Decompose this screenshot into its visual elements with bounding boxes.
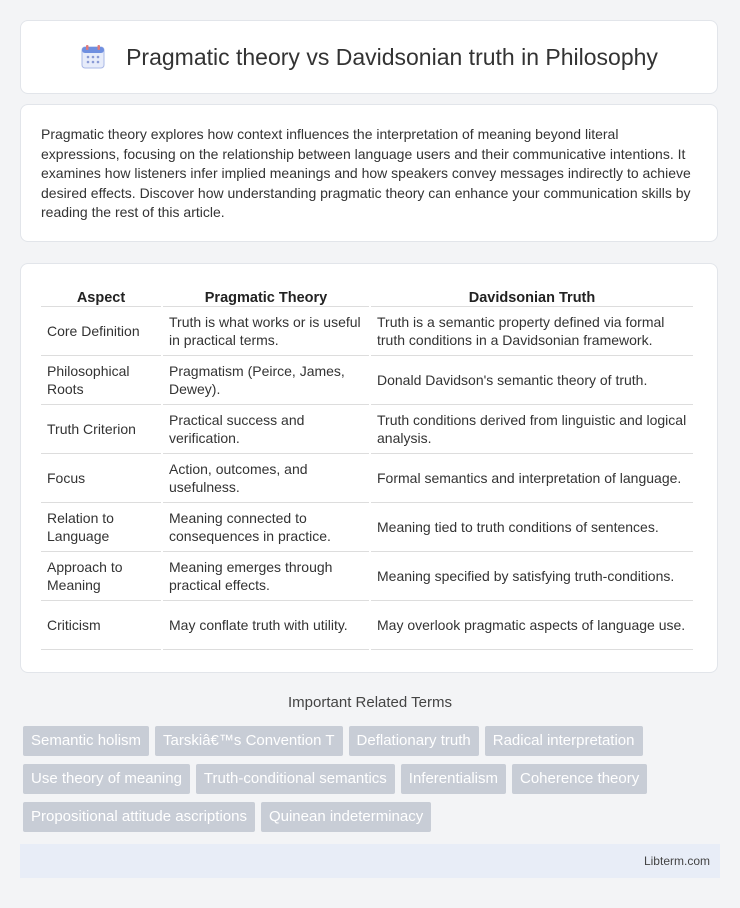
related-term-tag[interactable]: Quinean indeterminacy	[261, 802, 431, 832]
table-row	[41, 600, 693, 650]
comparison-table-card	[20, 263, 718, 673]
table-cell: Core Definition	[41, 306, 161, 355]
table-row	[41, 453, 693, 502]
related-terms-list	[23, 726, 703, 832]
related-term-tag[interactable]: Propositional attitude ascriptions	[23, 802, 255, 832]
intro-card	[20, 104, 718, 242]
column-header: Aspect	[76, 290, 126, 306]
table-header-row	[41, 284, 693, 306]
table-cell: Focus	[41, 453, 161, 502]
table-cell: Truth is a semantic property defined via formal truth conditions in a Davidsonian framework.	[371, 306, 693, 355]
table-cell: Truth is what works or is useful in practical terms.	[163, 306, 369, 355]
page-title: Pragmatic theory vs Davidsonian truth in Philosophy	[126, 43, 658, 70]
table-cell: May conflate truth with utility.	[163, 600, 369, 650]
related-term-tag[interactable]: Radical interpretation	[485, 726, 643, 756]
comparison-table	[39, 284, 695, 650]
related-term-tag[interactable]: Coherence theory	[512, 764, 647, 794]
table-cell: Approach to Meaning	[41, 551, 161, 600]
table-cell: Pragmatism (Peirce, James, Dewey).	[163, 355, 369, 404]
related-term-tag[interactable]: Deflationary truth	[349, 726, 479, 756]
table-cell: Truth Criterion	[41, 404, 161, 453]
related-term-tag[interactable]: Inferentialism	[401, 764, 506, 794]
table-row	[41, 502, 693, 551]
table-cell: May overlook pragmatic aspects of language use.	[371, 600, 693, 650]
related-terms-title: Important Related Terms	[288, 694, 452, 711]
related-term-tag[interactable]: Truth-conditional semantics	[196, 764, 395, 794]
column-header: Davidsonian Truth	[468, 290, 596, 306]
footer-site-link[interactable]: Libterm.com	[643, 854, 710, 868]
table-row	[41, 355, 693, 404]
table-cell: Truth conditions derived from linguistic and logical analysis.	[371, 404, 693, 453]
related-term-tag[interactable]: Semantic holism	[23, 726, 149, 756]
table-row	[41, 306, 693, 355]
table-cell: Meaning tied to truth conditions of sentences.	[371, 502, 693, 551]
table-cell: Philosophical Roots	[41, 355, 161, 404]
table-cell: Meaning connected to consequences in practice.	[163, 502, 369, 551]
table-cell: Action, outcomes, and usefulness.	[163, 453, 369, 502]
table-cell: Meaning specified by satisfying truth-conditions.	[371, 551, 693, 600]
table-cell: Meaning emerges through practical effects.	[163, 551, 369, 600]
table-row	[41, 551, 693, 600]
footer	[20, 844, 720, 878]
table-cell: Donald Davidson's semantic theory of truth.	[371, 355, 693, 404]
related-term-tag[interactable]: Tarskiâ€™s Convention T	[155, 726, 342, 756]
table-row	[41, 404, 693, 453]
table-cell: Criticism	[41, 600, 161, 650]
column-header: Pragmatic Theory	[204, 290, 328, 306]
title-card	[20, 20, 718, 94]
intro-text: Pragmatic theory explores how context influences the interpretation of meaning beyond literal expressions, focusing on the relationship between language users and their communicative intentions. It examines how listeners infer implied meanings and how speakers convey messages indirectly to achieve desired effects. Discover how understanding pragmatic theory can enhance your communication skills by reading the rest of this article.	[41, 126, 691, 220]
table-cell: Practical success and verification.	[163, 404, 369, 453]
table-cell: Formal semantics and interpretation of language.	[371, 453, 693, 502]
table-cell: Relation to Language	[41, 502, 161, 551]
related-term-tag[interactable]: Use theory of meaning	[23, 764, 190, 794]
calendar-icon	[80, 44, 106, 70]
